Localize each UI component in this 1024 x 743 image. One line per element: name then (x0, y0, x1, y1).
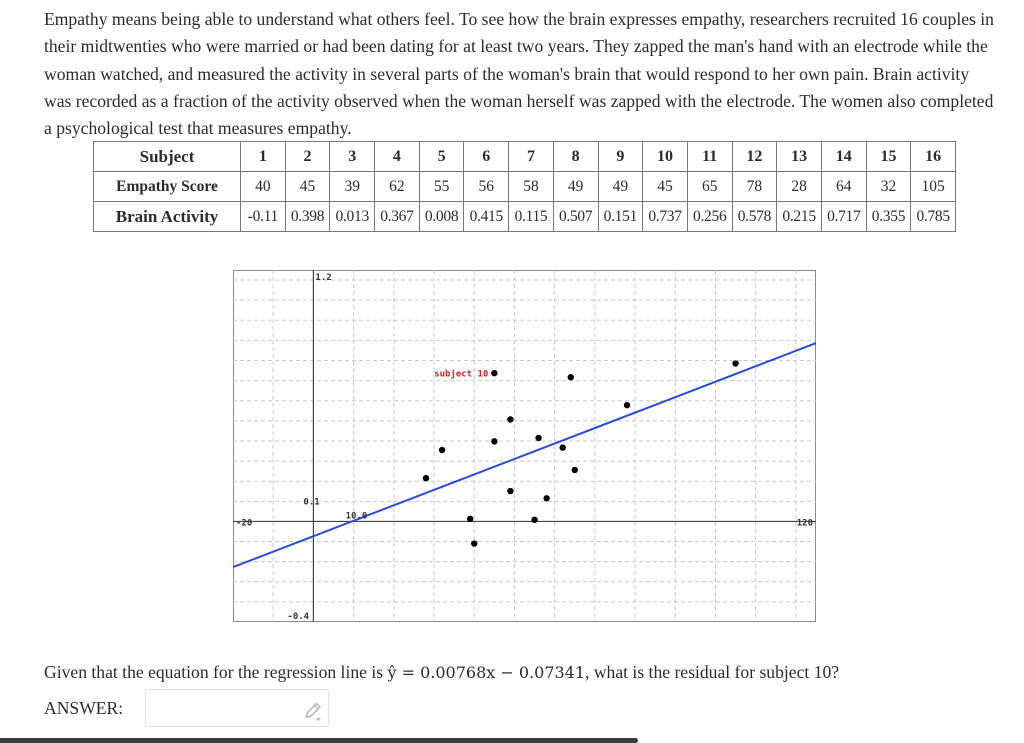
empathy-cell: 65 (687, 172, 732, 202)
subject-cell: 4 (375, 142, 420, 172)
tick-label-x-right: 120 (796, 518, 813, 529)
table-row-empathy (94, 172, 956, 202)
row-label-brain: Brain Activity (94, 202, 241, 232)
brain-cell: 0.256 (687, 202, 732, 232)
scrollbar[interactable] (0, 738, 638, 743)
question-suffix: , what is the residual for subject 10? (585, 662, 840, 682)
subject-cell: 11 (687, 142, 732, 172)
pencil-icon[interactable] (302, 700, 324, 722)
empathy-cell: 64 (821, 172, 866, 202)
brain-cell: 0.717 (821, 202, 866, 232)
subject-cell: 7 (509, 142, 554, 172)
tick-label-x-left: -20 (236, 518, 253, 529)
brain-cell: 0.398 (285, 202, 330, 232)
regression-equation: ŷ = 0.00768x − 0.07341 (387, 663, 586, 682)
tick-label-y-mid: 0.1 (303, 497, 320, 508)
subject-cell: 13 (777, 142, 822, 172)
tick-label-y-top: 1.2 (315, 273, 332, 283)
tick-label-x-origin: 10.0 (345, 511, 368, 522)
subject-cell: 3 (330, 142, 375, 172)
subject-cell: 10 (643, 142, 688, 172)
data-point (491, 370, 497, 376)
problem-intro: Empathy means being able to understand what others feel. To see how the brain expresses empathy, researchers recruited 16 couples in their midtwenties who were married or had been dating for at least two years. They zapped the man's hand with an electrode while the woman watched, and measured the activity in several parts of the woman's brain that would respond to her own pain. Brain activity was recorded as a fraction of the activity observed when the woman herself was zapped with the electrode. The women also completed a psychological test that measures empathy. (44, 9, 994, 139)
subject-cell: 15 (866, 142, 911, 172)
empathy-cell: 56 (464, 172, 509, 202)
subject-cell: 9 (598, 142, 643, 172)
row-label-empathy: Empathy Score (94, 172, 241, 202)
data-point (507, 416, 513, 422)
data-point (439, 447, 445, 453)
brain-cell: 0.507 (553, 202, 598, 232)
subject-cell: 1 (241, 142, 286, 172)
brain-cell: 0.415 (464, 202, 509, 232)
data-point (624, 402, 630, 408)
subject-cell: 12 (732, 142, 777, 172)
data-point (471, 540, 477, 546)
data-point (507, 488, 513, 494)
subject-cell: 6 (464, 142, 509, 172)
empathy-cell: 58 (509, 172, 554, 202)
data-point (467, 516, 473, 522)
data-point (559, 444, 565, 450)
brain-cell: -0.11 (241, 202, 286, 232)
subject-cell: 2 (285, 142, 330, 172)
empathy-cell: 49 (553, 172, 598, 202)
subject-10-annotation: subject 10 (434, 369, 489, 380)
brain-cell: 0.013 (330, 202, 375, 232)
row-label-subject: Subject (94, 142, 241, 172)
data-point (423, 475, 429, 481)
empathy-cell: 28 (777, 172, 822, 202)
table-row-subject (94, 142, 956, 172)
table-row-brain (94, 202, 956, 232)
subject-cell: 5 (419, 142, 464, 172)
brain-cell: 0.785 (911, 202, 956, 232)
question-prefix: Given that the equation for the regression line is (44, 662, 388, 682)
brain-cell: 0.008 (419, 202, 464, 232)
empathy-cell: 78 (732, 172, 777, 202)
tick-label-y-bottom: -0.4 (287, 612, 310, 622)
brain-cell: 0.367 (375, 202, 420, 232)
empathy-cell: 49 (598, 172, 643, 202)
empathy-cell: 45 (285, 172, 330, 202)
data-point (572, 467, 578, 473)
empathy-cell: 105 (911, 172, 956, 202)
brain-cell: 0.215 (777, 202, 822, 232)
brain-cell: 0.355 (866, 202, 911, 232)
subject-cell: 16 (911, 142, 956, 172)
chart-frame (234, 271, 816, 622)
brain-cell: 0.151 (598, 202, 643, 232)
brain-cell: 0.115 (509, 202, 554, 232)
empathy-cell: 55 (419, 172, 464, 202)
data-point (732, 360, 738, 366)
empathy-cell: 62 (375, 172, 420, 202)
data-point (568, 374, 574, 380)
scatter-chart (233, 270, 816, 622)
empathy-cell: 45 (643, 172, 688, 202)
data-point (543, 495, 549, 501)
answer-label: ANSWER: (44, 698, 124, 718)
data-table (93, 141, 956, 232)
empathy-cell: 40 (241, 172, 286, 202)
empathy-cell: 39 (330, 172, 375, 202)
empathy-cell: 32 (866, 172, 911, 202)
brain-cell: 0.737 (643, 202, 688, 232)
data-point (491, 438, 497, 444)
question-text (44, 662, 839, 683)
data-point (531, 517, 537, 523)
subject-cell: 14 (821, 142, 866, 172)
data-point (535, 435, 541, 441)
brain-cell: 0.578 (732, 202, 777, 232)
subject-cell: 8 (553, 142, 598, 172)
